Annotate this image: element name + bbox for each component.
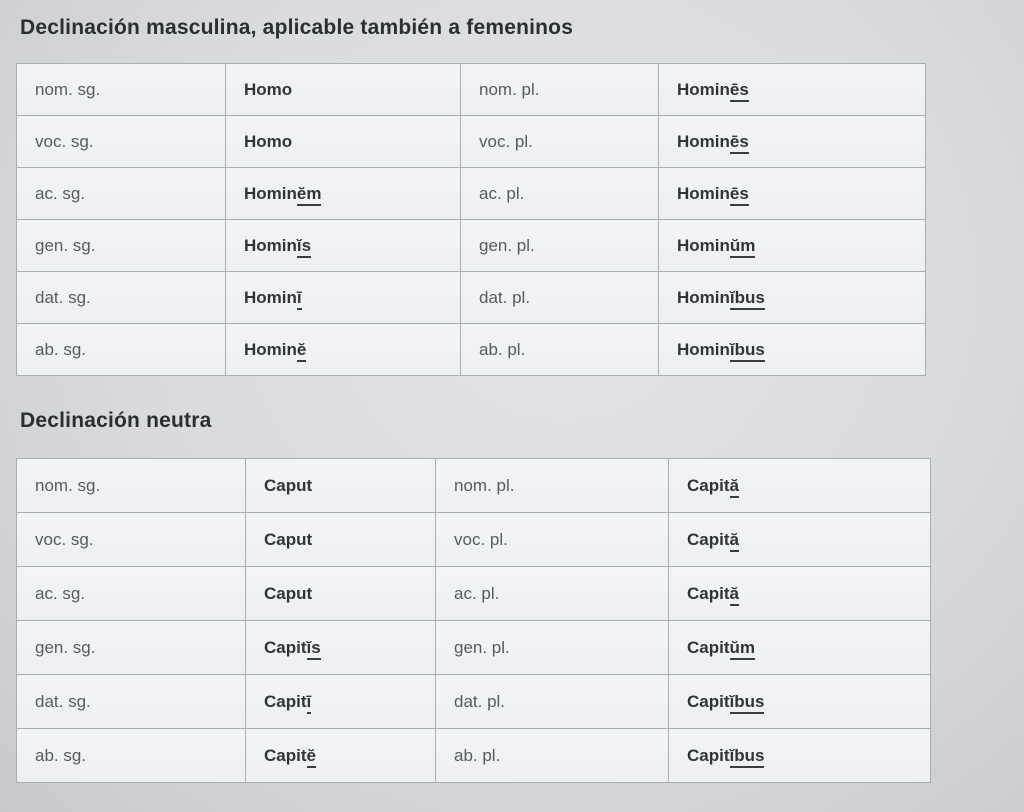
latin-form <box>659 116 926 168</box>
form-stem: Homin <box>244 183 297 203</box>
case-label: ab. sg. <box>17 324 226 376</box>
case-label: ac. sg. <box>17 567 246 621</box>
case-label: nom. pl. <box>461 64 659 116</box>
case-label: dat. sg. <box>17 675 246 729</box>
form-ending-marked: ă <box>730 584 739 606</box>
form-stem: Capit <box>687 691 730 711</box>
table-row <box>17 675 931 729</box>
declension-table-neuter <box>16 458 931 783</box>
form-ending-marked: ĕ <box>307 746 316 768</box>
latin-form <box>669 675 931 729</box>
form-ending-marked: ēs <box>730 184 749 206</box>
form-stem: Capit <box>687 475 730 495</box>
form-stem: Homo <box>244 131 293 151</box>
form-stem: Homin <box>677 287 730 307</box>
form-stem: Capit <box>264 691 307 711</box>
latin-form <box>669 621 931 675</box>
latin-form <box>246 729 436 783</box>
case-label: gen. sg. <box>17 621 246 675</box>
table-row <box>17 168 926 220</box>
latin-form <box>659 272 926 324</box>
case-label: dat. sg. <box>17 272 226 324</box>
table-row <box>17 272 926 324</box>
case-label: dat. pl. <box>436 675 669 729</box>
table-row <box>17 116 926 168</box>
form-stem: Homin <box>677 79 730 99</box>
form-stem: Homin <box>244 287 297 307</box>
form-ending-marked: ī <box>297 288 302 310</box>
case-label: gen. pl. <box>436 621 669 675</box>
form-ending-marked: ă <box>730 530 739 552</box>
table-row <box>17 621 931 675</box>
form-stem: Capit <box>687 529 730 549</box>
case-label: nom. pl. <box>436 459 669 513</box>
case-label: ac. pl. <box>436 567 669 621</box>
case-label: voc. sg. <box>17 116 226 168</box>
case-label: dat. pl. <box>461 272 659 324</box>
latin-form <box>226 272 461 324</box>
form-ending-marked: ĭbus <box>730 288 765 310</box>
latin-form <box>226 220 461 272</box>
case-label: ac. pl. <box>461 168 659 220</box>
case-label: gen. sg. <box>17 220 226 272</box>
form-stem: Caput <box>264 529 313 549</box>
declension-table-masculine <box>16 63 926 376</box>
form-ending-marked: ĭbus <box>730 746 765 768</box>
form-ending-marked: ēs <box>730 80 749 102</box>
form-stem: Capit <box>687 583 730 603</box>
form-stem: Capit <box>687 745 730 765</box>
case-label: gen. pl. <box>461 220 659 272</box>
form-ending-marked: ēs <box>730 132 749 154</box>
form-stem: Homin <box>677 131 730 151</box>
latin-form <box>659 220 926 272</box>
case-label: nom. sg. <box>17 459 246 513</box>
latin-form <box>669 513 931 567</box>
latin-form <box>226 64 461 116</box>
form-stem: Homin <box>677 339 730 359</box>
form-ending-marked: ŭm <box>730 638 756 660</box>
form-ending-marked: ĕm <box>297 184 322 206</box>
case-label: ab. pl. <box>461 324 659 376</box>
table-row <box>17 324 926 376</box>
latin-form <box>226 324 461 376</box>
case-label: ac. sg. <box>17 168 226 220</box>
latin-form <box>246 675 436 729</box>
form-ending-marked: ă <box>730 476 739 498</box>
case-label: ab. sg. <box>17 729 246 783</box>
form-stem: Homo <box>244 79 293 99</box>
table-row <box>17 567 931 621</box>
case-label: voc. pl. <box>461 116 659 168</box>
case-label: voc. sg. <box>17 513 246 567</box>
form-stem: Caput <box>264 583 313 603</box>
latin-form <box>226 116 461 168</box>
latin-form <box>246 567 436 621</box>
form-stem: Homin <box>677 183 730 203</box>
latin-form <box>669 567 931 621</box>
latin-form <box>246 621 436 675</box>
form-ending-marked: ĭs <box>297 236 311 258</box>
form-ending-marked: ĕ <box>297 340 306 362</box>
table-row <box>17 64 926 116</box>
latin-form <box>226 168 461 220</box>
page-title-neuter: Declinación neutra <box>20 409 212 432</box>
form-stem: Homin <box>244 339 297 359</box>
latin-form <box>246 459 436 513</box>
table-row <box>17 513 931 567</box>
latin-form <box>659 64 926 116</box>
form-ending-marked: ŭm <box>730 236 756 258</box>
table-row <box>17 729 931 783</box>
form-ending-marked: ĭbus <box>730 340 765 362</box>
latin-form <box>659 168 926 220</box>
form-stem: Capit <box>687 637 730 657</box>
page-title-masculine: Declinación masculina, aplicable también a femeninos <box>20 16 574 39</box>
form-stem: Capit <box>264 745 307 765</box>
form-ending-marked: ī <box>307 692 312 714</box>
table-row <box>17 459 931 513</box>
form-ending-marked: ĭs <box>307 638 321 660</box>
form-stem: Caput <box>264 475 313 495</box>
case-label: voc. pl. <box>436 513 669 567</box>
latin-form <box>669 459 931 513</box>
case-label: ab. pl. <box>436 729 669 783</box>
case-label: nom. sg. <box>17 64 226 116</box>
form-stem: Homin <box>677 235 730 255</box>
form-stem: Homin <box>244 235 297 255</box>
table-row <box>17 220 926 272</box>
latin-form <box>669 729 931 783</box>
form-ending-marked: ĭbus <box>730 692 765 714</box>
latin-form <box>246 513 436 567</box>
latin-form <box>659 324 926 376</box>
form-stem: Capit <box>264 637 307 657</box>
